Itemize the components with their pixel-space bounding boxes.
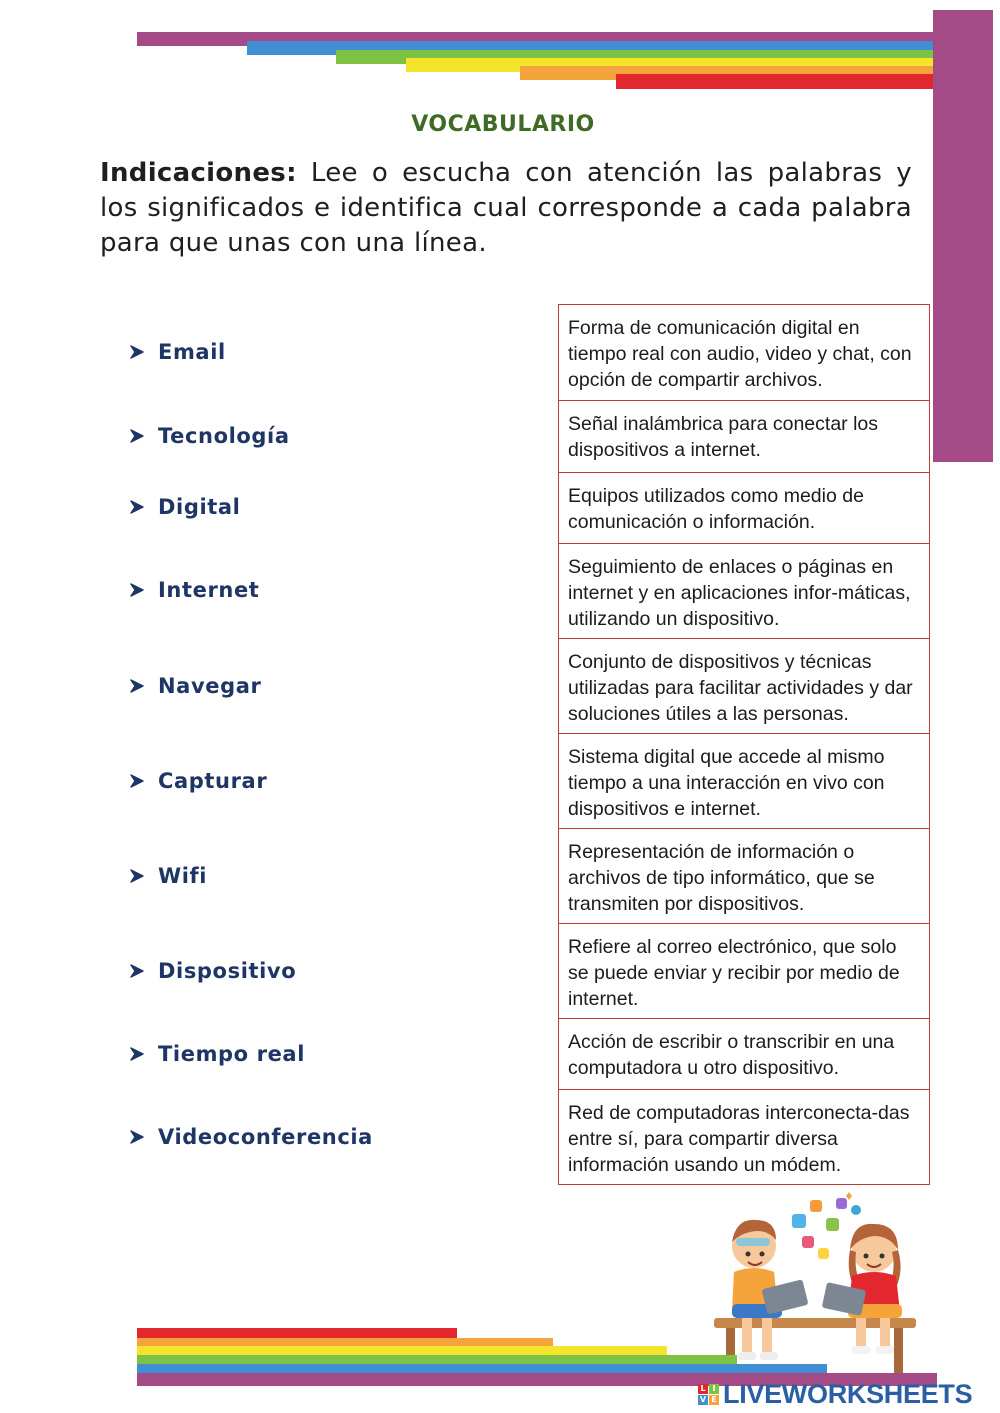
side-bar	[933, 10, 993, 462]
definition-cell[interactable]: Seguimiento de enlaces o páginas en internet y en aplicaciones infor-máticas, utilizando un dispositivo.	[559, 543, 929, 638]
definition-cell[interactable]: Red de computadoras interconecta-das entre sí, para compartir diversa información usando un módem.	[559, 1089, 929, 1185]
arrowhead-bullet-icon	[128, 1128, 146, 1146]
kids-with-tablets-illustration	[706, 1192, 924, 1376]
word-item[interactable]	[128, 495, 240, 519]
word-label: Capturar	[158, 769, 268, 793]
word-label: Videoconferencia	[158, 1125, 373, 1149]
definition-cell[interactable]: Equipos utilizados como medio de comunicación o información.	[559, 472, 929, 543]
word-label: Navegar	[158, 674, 262, 698]
instructions-text: Lee o escucha con atención las palabras y los significados e identifica cual corresponde a cada palabra para que unas con una línea.	[100, 158, 912, 258]
word-label: Internet	[158, 578, 260, 602]
arrowhead-bullet-icon	[128, 343, 146, 361]
word-label: Tecnología	[158, 424, 290, 448]
definition-cell[interactable]: Forma de comunicación digital en tiempo real con audio, video y chat, con opción de compartir archivos.	[559, 304, 929, 400]
word-label: Tiempo real	[158, 1042, 305, 1066]
word-item[interactable]	[128, 959, 296, 983]
brand-label: LIVEWORKSHEETS	[723, 1378, 973, 1409]
word-item[interactable]	[128, 674, 261, 698]
instructions-label: Indicaciones:	[100, 158, 297, 188]
liveworksheets-brand[interactable]	[698, 1380, 972, 1408]
arrowhead-bullet-icon	[128, 772, 146, 790]
arrowhead-bullet-icon	[128, 581, 146, 599]
word-item[interactable]	[128, 864, 207, 888]
instructions	[100, 156, 912, 261]
definition-cell[interactable]: Conjunto de dispositivos y técnicas utilizadas para facilitar actividades y dar soluciones útiles a las personas.	[559, 638, 929, 733]
arrowhead-bullet-icon	[128, 427, 146, 445]
definition-cell[interactable]: Sistema digital que accede al mismo tiempo a una interacción en vivo con dispositivos e internet.	[559, 733, 929, 828]
word-item[interactable]	[128, 1125, 373, 1149]
word-item[interactable]	[128, 578, 259, 602]
arrowhead-bullet-icon	[128, 962, 146, 980]
arrowhead-bullet-icon	[128, 498, 146, 516]
word-label: Email	[158, 340, 226, 364]
word-item[interactable]	[128, 769, 267, 793]
word-item[interactable]	[128, 1042, 305, 1066]
word-label: Wifi	[158, 864, 208, 888]
definitions-table	[558, 304, 930, 1185]
word-item[interactable]	[128, 340, 226, 364]
word-item[interactable]	[128, 424, 290, 448]
arrowhead-bullet-icon	[128, 677, 146, 695]
page-title: VOCABULARIO	[411, 112, 595, 137]
definition-cell[interactable]: Refiere al correo electrónico, que solo se puede enviar y recibir por medio de internet.	[559, 923, 929, 1018]
definition-cell[interactable]: Acción de escribir o transcribir en una computadora u otro dispositivo.	[559, 1018, 929, 1089]
word-label: Digital	[158, 495, 241, 519]
definition-cell[interactable]: Representación de información o archivos de tipo informático, que se transmiten por dispositivos.	[559, 828, 929, 923]
liveworksheets-logo-icon: L I V E	[698, 1384, 719, 1405]
definition-cell[interactable]: Señal inalámbrica para conectar los dispositivos a internet.	[559, 400, 929, 472]
word-label: Dispositivo	[158, 959, 297, 983]
arrowhead-bullet-icon	[128, 867, 146, 885]
arrowhead-bullet-icon	[128, 1045, 146, 1063]
